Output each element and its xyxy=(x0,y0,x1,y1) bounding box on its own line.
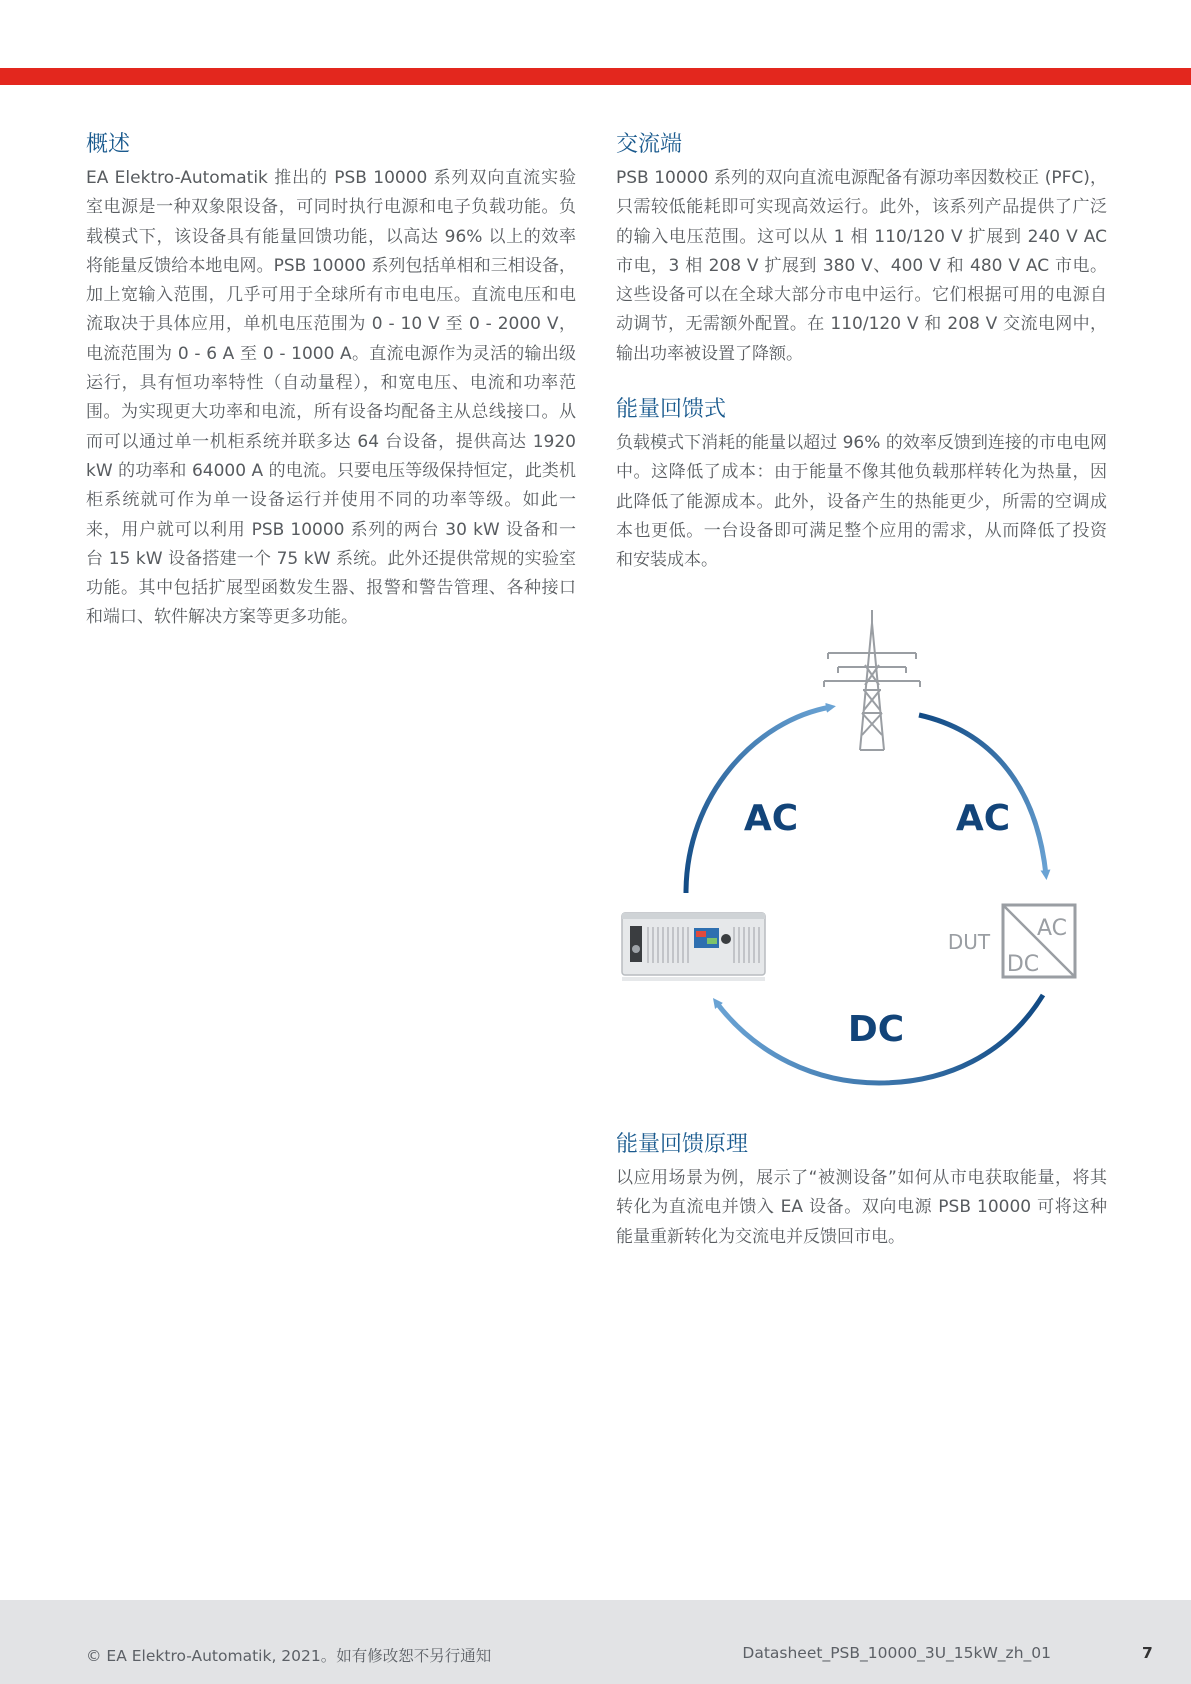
ac-right-label: AC xyxy=(955,798,1011,839)
dut-ac-label: AC xyxy=(1036,916,1068,941)
dc-label: DC xyxy=(847,1009,905,1050)
principle-body: 以应用场景为例，展示了“被测设备”如何从市电获取能量，将其转化为直流电并馈入 EA 设备。双向电源 PSB 10000 可将这种能量重新转化为交流电并反馈回市电。 xyxy=(616,1168,1107,1247)
ac-side-section xyxy=(616,130,1107,369)
regen-section xyxy=(616,395,1107,575)
dut-dc-label: DC xyxy=(1006,952,1040,977)
footer-page-number: 7 xyxy=(1142,1644,1153,1662)
dut-icon xyxy=(948,905,1075,977)
principle-section xyxy=(616,1130,1107,1252)
footer-document-id: Datasheet_PSB_10000_3U_15kW_zh_01 xyxy=(742,1644,1051,1662)
overview-heading: 概述 xyxy=(86,132,131,157)
psb-device-image xyxy=(622,913,765,981)
left-column xyxy=(86,130,576,659)
right-column xyxy=(616,130,1107,602)
ac-left-label: AC xyxy=(743,798,799,839)
page-footer xyxy=(0,1600,1191,1684)
overview-section xyxy=(86,130,576,633)
dut-label: DUT xyxy=(947,930,991,954)
regen-heading: 能量回馈式 xyxy=(616,397,727,423)
ac-side-heading: 交流端 xyxy=(616,132,683,157)
ac-side-body: PSB 10000 系列的双向直流电源配备有源功率因数校正 (PFC)，只需较低能耗即可实现高效运行。此外，该系列产品提供了广泛的输入电压范围。这可以从 1 相 110/120 V 扩展到 240 V AC 市电，3 相 208 V 扩展到 380 V、400 V 和 480 V AC 市电。这些设备可以在全球大部分市电中运行。它们根据可用的电源自动调节，无需额外配置。在 110/120 V 和 208 V 交流电网中，输出功率被设置了降额。 xyxy=(616,168,1107,364)
principle-heading: 能量回馈原理 xyxy=(616,1132,749,1157)
power-pylon-icon xyxy=(824,610,920,750)
energy-recovery-diagram xyxy=(616,605,1116,1105)
ac-right-arrow xyxy=(919,715,1046,875)
regen-body: 负载模式下消耗的能量以超过 96% 的效率反馈到连接的市电电网中。这降低了成本：由于能量不像其他负载那样转化为热量，因此降低了能源成本。此外，设备产生的热能更少，所需的空调成本也更低。一台设备即可满足整个应用的需求，从而降低了投资和安装成本。 xyxy=(616,433,1107,571)
overview-body: EA Elektro-Automatik 推出的 PSB 10000 系列双向直流实验室电源是一种双象限设备，可同时执行电源和电子负载功能。负载模式下，该设备具有能量回馈功能，以高达 96% 以上的效率将能量反馈给本地电网。PSB 10000 系列包括单相和三相设备，加上宽输入范围，几乎可用于全球所有市电电压。直流电压和电流取决于具体应用，单机电压范围为 0 - 10 V 至 0 - 2000 V，电流范围为 0 - 6 A 至 0 - 1000 A。直流电源作为灵活的输出级运行，具有恒功率特性（自动量程），和宽电压、电流和功率范围。为实现更大功率和电流，所有设备均配备主从总线接口。从而可以通过单一机柜系统并联多达 64 台设备，提供高达 1920 kW 的功率和 64000 A 的电流。只要电压等级保持恒定，此类机柜系统就可作为单一设备运行并使用不同的功率等级。如此一来，用户就可以利用 PSB 10000 系列的两台 30 kW 设备和一台 15 kW 设备搭建一个 75 kW 系统。此外还提供常规的实验室功能。其中包括扩展型函数发生器、报警和警告管理、各种接口和端口、软件解决方案等更多功能。 xyxy=(86,168,576,628)
top-accent-bar xyxy=(0,68,1191,85)
footer-copyright: © EA Elektro-Automatik, 2021。如有修改恕不另行通知 xyxy=(86,1647,492,1665)
